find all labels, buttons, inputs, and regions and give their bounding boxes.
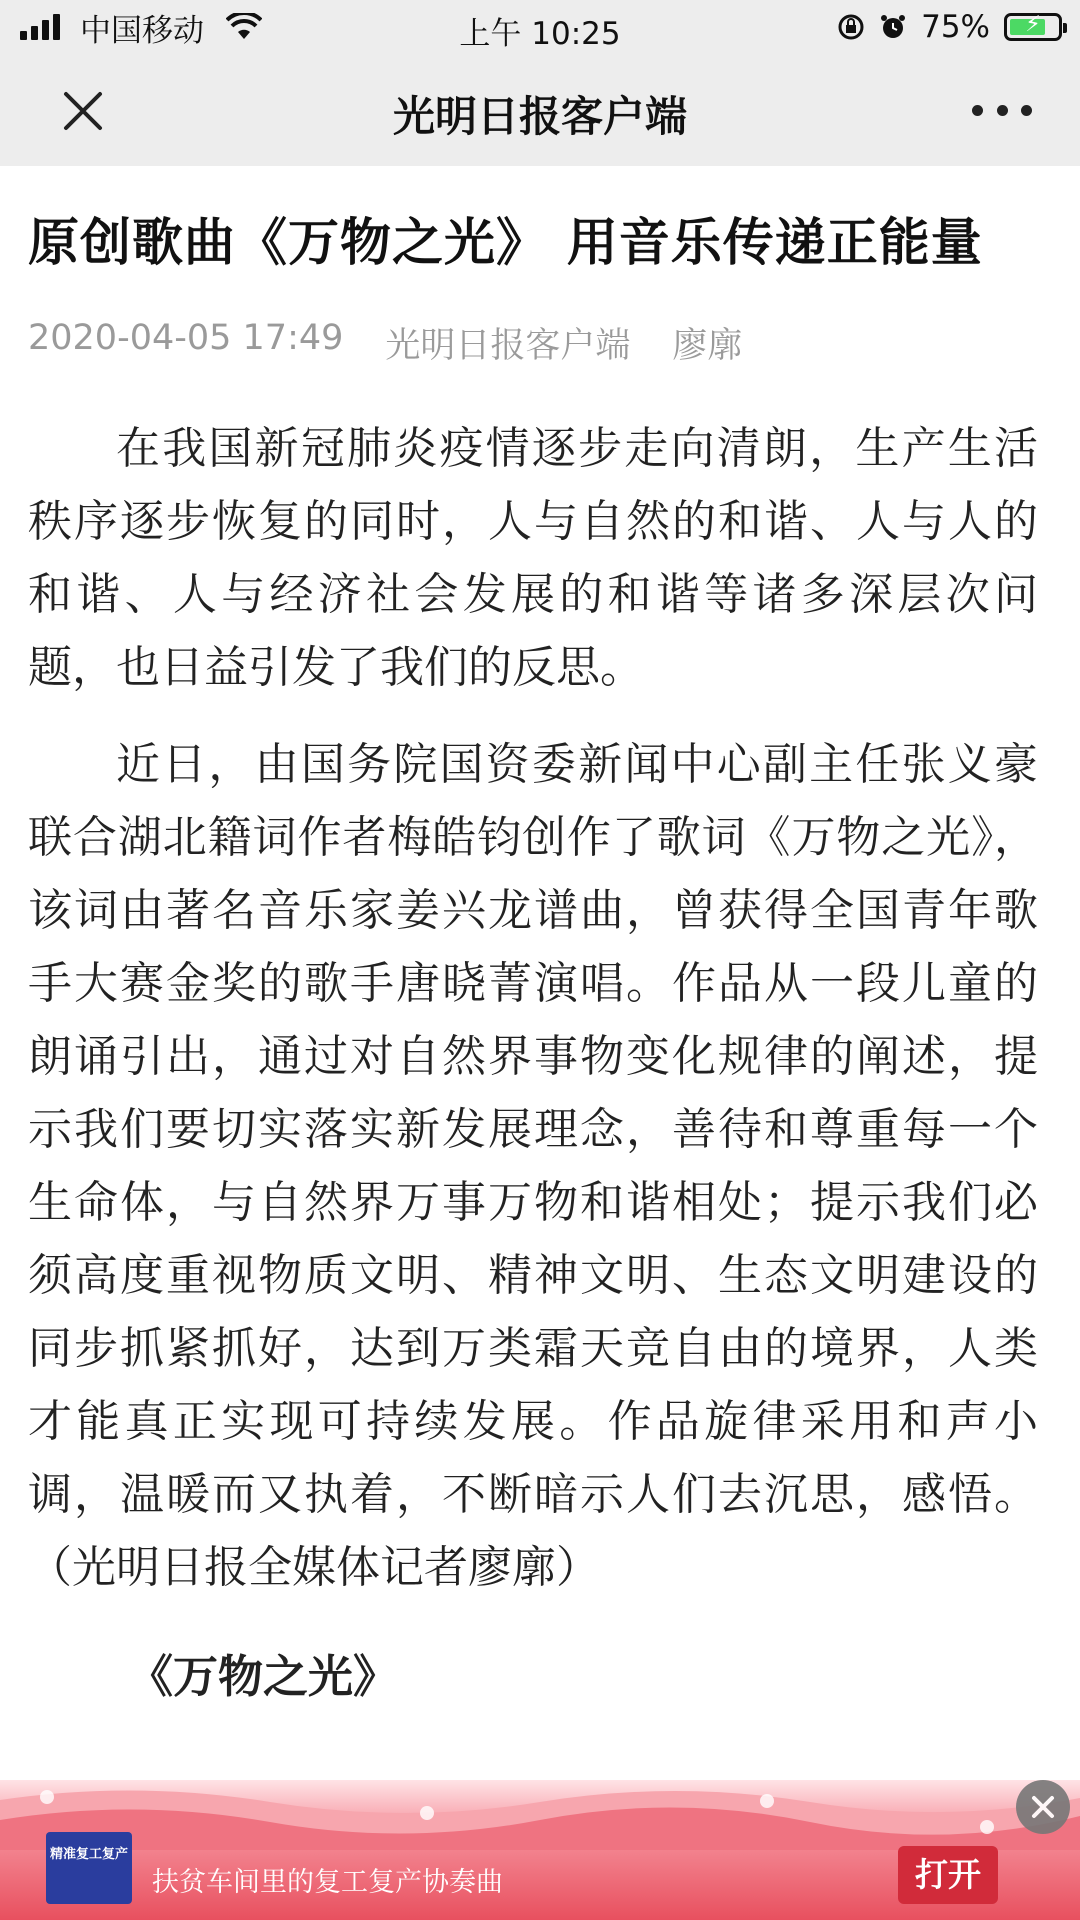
article xyxy=(28,206,1038,1705)
article-source[interactable]: 光明日报客户端 xyxy=(385,326,631,366)
more-dot xyxy=(972,105,983,116)
article-author: 廖廓 xyxy=(672,326,743,366)
more-dot xyxy=(997,105,1008,116)
more-icon[interactable] xyxy=(972,98,1032,122)
nav-bar xyxy=(0,54,1080,166)
banner-logo-text: 精准复工复产 xyxy=(49,1847,128,1862)
banner-logo xyxy=(46,1832,132,1904)
banner-close-glyph xyxy=(1030,1794,1056,1820)
banner-dot-decoration xyxy=(760,1794,774,1808)
open-app-button[interactable]: 打开 xyxy=(898,1846,998,1904)
carrier-name: 中国移动 xyxy=(80,12,204,49)
banner-dot-decoration xyxy=(40,1790,54,1804)
alarm-icon xyxy=(879,13,907,41)
battery-icon xyxy=(1004,13,1062,41)
rotation-lock-icon xyxy=(837,13,865,41)
song-title: 《万物之光》 xyxy=(128,1650,399,1703)
nav-title: 光明日报客户端 xyxy=(392,92,687,141)
banner-text[interactable]: 扶贫车间里的复工复产协奏曲 xyxy=(152,1867,503,1898)
status-bar-right xyxy=(837,0,1062,54)
banner-dot-decoration xyxy=(980,1820,994,1834)
status-bar xyxy=(0,0,1080,54)
app-promo-banner[interactable] xyxy=(0,1780,1080,1920)
article-title: 原创歌曲《万物之光》 用音乐传递正能量 xyxy=(28,214,983,273)
article-paragraph: 近日，由国务院国资委新闻中心副主任张义豪联合湖北籍词作者梅皓钧创作了歌词《万物之光》，该词由著名音乐家姜兴龙谱曲，曾获得全国青年歌手大赛金奖的歌手唐晓菁演唱。作品从一段儿童的朗诵引出，通过对自然界事物变化规律的阐述，提示我们要切实落实新发展理念，善待和尊重每一个生命体，与自然界万事万物和谐相处；提示我们必须高度重视物质文明、精神文明、生态文明建设的同步抓紧抓好，达到万类霜天竞自由的境界，人类才能真正实现可持续发展。作品旋律采用和声小调，温暖而又执着，不断暗示人们去沉思，感悟。（光明日报全媒体记者廖廓） xyxy=(28,739,1038,1593)
article-date: 2020-04-05 17:49 xyxy=(28,318,344,358)
charging-bolt-icon: ⚡ xyxy=(1025,12,1041,37)
more-dot xyxy=(1021,105,1032,116)
close-icon[interactable] xyxy=(1016,1780,1070,1834)
article-paragraph: 在我国新冠肺炎疫情逐步走向清朗，生产生活秩序逐步恢复的同时，人与自然的和谐、人与人的和谐、人与经济社会发展的和谐等诸多深层次问题，也日益引发了我们的反思。 xyxy=(28,423,1038,693)
article-meta xyxy=(28,318,1038,368)
status-time: 上午 10:25 xyxy=(459,16,621,52)
battery-percent: 75% xyxy=(921,9,990,45)
banner-dot-decoration xyxy=(420,1806,434,1820)
banner-wave-decoration xyxy=(0,1780,1080,1850)
